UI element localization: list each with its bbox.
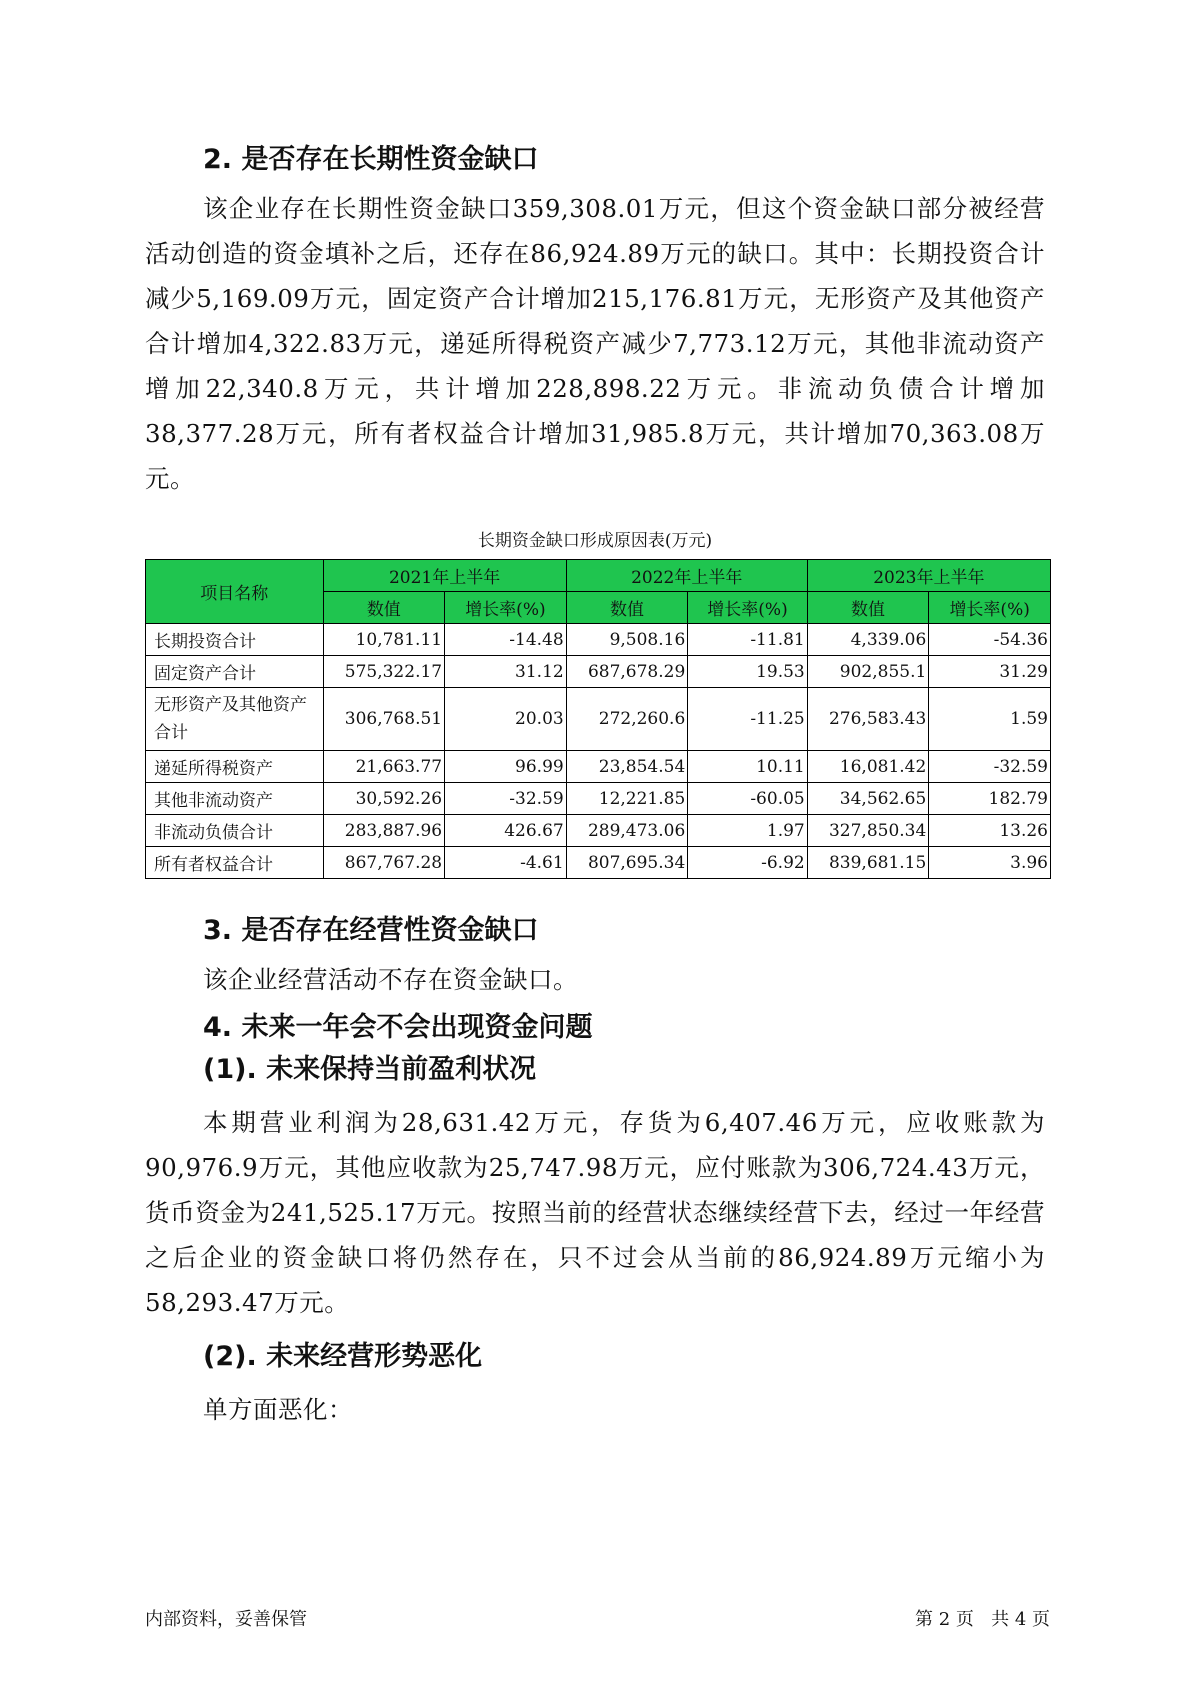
cell-growth: -32.59 <box>929 751 1051 783</box>
table-row <box>146 656 1051 688</box>
subsection-1-paragraph: 本期营业利润为28,631.42万元，存货为6,407.46万元，应收账款为90,976.9万元，其他应收款为25,747.98万元，应付账款为306,724.43万元，货币资金为241,525.17万元。按照当前的经营状态继续经营下去，经过一年经营之后企业的资金缺口将仍然存在，只不过会从当前的86,924.89万元缩小为58,293.47万元。 <box>145 1108 1045 1317</box>
cell-growth: 1.97 <box>688 815 807 847</box>
cell-value: 867,767.28 <box>323 847 445 879</box>
cell-growth: 13.26 <box>929 815 1051 847</box>
header-value: 数值 <box>323 592 445 624</box>
table-row <box>146 688 1051 751</box>
cell-value: 30,592.26 <box>323 783 445 815</box>
row-name: 递延所得税资产 <box>146 751 324 783</box>
row-name: 无形资产及其他资产合计 <box>146 688 324 751</box>
cell-growth: 10.11 <box>688 751 807 783</box>
cell-growth: -32.59 <box>445 783 567 815</box>
header-item-name: 项目名称 <box>146 560 324 624</box>
cell-growth: 426.67 <box>445 815 567 847</box>
row-name: 长期投资合计 <box>146 624 324 656</box>
row-name: 固定资产合计 <box>146 656 324 688</box>
cell-growth: -4.61 <box>445 847 567 879</box>
header-value: 数值 <box>807 592 929 624</box>
cell-value: 276,583.43 <box>807 688 929 751</box>
section-2-paragraph: 该企业存在长期性资金缺口359,308.01万元，但这个资金缺口部分被经营活动创造的资金填补之后，还存在86,924.89万元的缺口。其中：长期投资合计减少5,169.09万元，固定资产合计增加215,176.81万元，无形资产及其他资产合计增加4,322.83万元，递延所得税资产减少7,773.12万元，其他非流动资产增加22,340.8万元，共计增加228,898.22万元。非流动负债合计增加38,377.28万元，所有者权益合计增加31,985.8万元，共计增加70,363.08万元。 <box>145 194 1045 493</box>
section-4-heading: 4. 未来一年会不会出现资金问题 <box>203 1012 593 1043</box>
footer-page-number: 第 2 页 共 4 页 <box>915 1609 1050 1630</box>
cell-growth: 31.12 <box>445 656 567 688</box>
header-growth: 增长率(%) <box>445 592 567 624</box>
cell-value: 21,663.77 <box>323 751 445 783</box>
cell-growth: 20.03 <box>445 688 567 751</box>
page-content <box>145 140 1048 1432</box>
section-2-heading: 2. 是否存在长期性资金缺口 <box>203 144 539 175</box>
subsection-2-paragraph: 单方面恶化： <box>203 1395 353 1424</box>
cell-value: 23,854.54 <box>566 751 688 783</box>
cell-value: 289,473.06 <box>566 815 688 847</box>
header-growth: 增长率(%) <box>929 592 1051 624</box>
cell-value: 687,678.29 <box>566 656 688 688</box>
cell-value: 9,508.16 <box>566 624 688 656</box>
cell-value: 575,322.17 <box>323 656 445 688</box>
cell-growth: 19.53 <box>688 656 807 688</box>
cell-value: 12,221.85 <box>566 783 688 815</box>
cell-growth: 96.99 <box>445 751 567 783</box>
footer-confidential-note: 内部资料，妥善保管 <box>145 1609 307 1630</box>
cell-growth: -14.48 <box>445 624 567 656</box>
cell-value: 839,681.15 <box>807 847 929 879</box>
row-name: 非流动负债合计 <box>146 815 324 847</box>
cell-growth: 182.79 <box>929 783 1051 815</box>
table-row <box>146 783 1051 815</box>
table-row <box>146 751 1051 783</box>
table-row <box>146 624 1051 656</box>
cell-growth: 31.29 <box>929 656 1051 688</box>
cell-growth: 3.96 <box>929 847 1051 879</box>
header-growth: 增长率(%) <box>688 592 807 624</box>
cell-value: 283,887.96 <box>323 815 445 847</box>
cell-growth: -54.36 <box>929 624 1051 656</box>
cell-value: 10,781.11 <box>323 624 445 656</box>
cell-growth: -60.05 <box>688 783 807 815</box>
cell-value: 272,260.6 <box>566 688 688 751</box>
row-name: 所有者权益合计 <box>146 847 324 879</box>
table-caption: 长期资金缺口形成原因表(万元) <box>477 531 713 551</box>
row-name: 其他非流动资产 <box>146 783 324 815</box>
cell-value: 4,339.06 <box>807 624 929 656</box>
cell-value: 327,850.34 <box>807 815 929 847</box>
long-term-gap-table <box>145 559 1051 879</box>
cell-growth: -6.92 <box>688 847 807 879</box>
cell-growth: -11.81 <box>688 624 807 656</box>
cell-growth: 1.59 <box>929 688 1051 751</box>
header-year-2023: 2023年上半年 <box>807 560 1050 592</box>
subsection-1-heading: (1). 未来保持当前盈利状况 <box>203 1054 537 1085</box>
cell-value: 807,695.34 <box>566 847 688 879</box>
cell-value: 16,081.42 <box>807 751 929 783</box>
cell-growth: -11.25 <box>688 688 807 751</box>
header-year-2021: 2021年上半年 <box>323 560 566 592</box>
table-row <box>146 847 1051 879</box>
header-value: 数值 <box>566 592 688 624</box>
section-3-heading: 3. 是否存在经营性资金缺口 <box>203 915 539 946</box>
cell-value: 34,562.65 <box>807 783 929 815</box>
cell-value: 902,855.1 <box>807 656 929 688</box>
cell-value: 306,768.51 <box>323 688 445 751</box>
header-year-2022: 2022年上半年 <box>566 560 807 592</box>
subsection-2-heading: (2). 未来经营形势恶化 <box>203 1341 483 1372</box>
section-3-paragraph: 该企业经营活动不存在资金缺口。 <box>203 965 578 994</box>
table-row <box>146 815 1051 847</box>
